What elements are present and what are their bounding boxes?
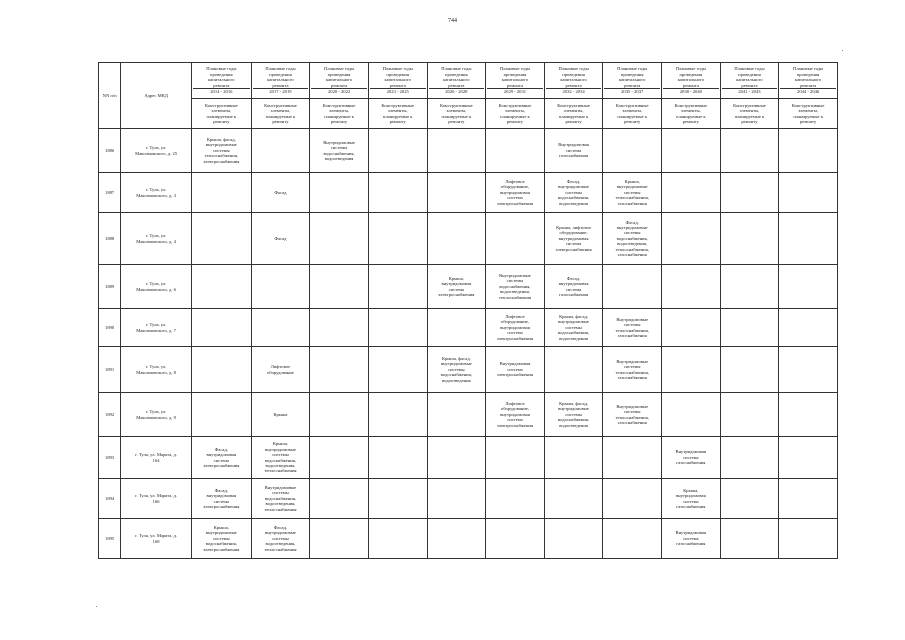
repair-elements-cell [368, 265, 427, 309]
repair-elements-cell [368, 519, 427, 559]
repair-elements-cell [720, 129, 779, 173]
period-years: 2032 - 2034 [546, 88, 602, 94]
repair-elements-cell [779, 265, 838, 309]
repair-elements-cell [603, 265, 662, 309]
repair-elements-cell [486, 213, 545, 265]
repair-elements-cell [662, 309, 721, 347]
col-subheader-elements: Конструктивные элементы, планируемые к ремонту [310, 99, 369, 129]
row-address: г. Тула, ул. Максимовского, д. 9 [121, 393, 192, 437]
repair-elements-cell [603, 519, 662, 559]
repair-elements-cell: Фасад, внутридомовая система газоснабжения [544, 265, 603, 309]
repair-elements-cell [779, 519, 838, 559]
scan-speck [96, 606, 97, 607]
repair-elements-cell [427, 393, 486, 437]
col-header-period [544, 63, 603, 99]
repair-elements-cell: Крыша, внутридомовые системы теплоснабжения, газоснабжения [603, 173, 662, 213]
row-address: г. Тула, ул. Максимовского, д. 6 [121, 265, 192, 309]
repair-elements-cell [720, 309, 779, 347]
repair-elements-cell [427, 173, 486, 213]
repair-elements-cell [368, 393, 427, 437]
repair-elements-cell [192, 393, 252, 437]
repair-elements-cell [662, 173, 721, 213]
repair-elements-cell: Внутридомовые системы теплоснабжения, газоснабжения [603, 347, 662, 393]
period-label: Плановые годы проведения капитального ремонта [206, 66, 237, 88]
repair-elements-cell [779, 309, 838, 347]
repair-elements-cell [603, 479, 662, 519]
period-years: 2014 - 2016 [193, 88, 250, 94]
row-address: г. Тула, ул. Марата, д. 168 [121, 519, 192, 559]
repair-elements-cell: Крыша, фасад, внутридомовые системы водоснабжения, водоотведения [544, 309, 603, 347]
period-years: 2020 - 2022 [311, 88, 367, 94]
table-row [99, 213, 838, 265]
repair-elements-cell [310, 213, 369, 265]
period-label: Плановые годы проведения капитального ремонта [323, 66, 355, 88]
period-label: Плановые годы проведения капитального ремонта [382, 66, 413, 88]
repair-elements-cell: Лифтовое оборудование [251, 347, 310, 393]
repair-elements-cell [720, 393, 779, 437]
row-number: 1892 [99, 393, 121, 437]
col-header-period [603, 63, 662, 99]
repair-elements-cell [486, 519, 545, 559]
repair-elements-cell [251, 309, 310, 347]
period-label: Плановые годы проведения капитального ремонта [793, 66, 824, 88]
repair-elements-cell: Внутридомовые системы водоснабжения, водоотведения, теплоснабжения [251, 479, 310, 519]
period-label: Плановые годы проведения капитального ремонта [558, 66, 589, 88]
repair-elements-cell [427, 129, 486, 173]
period-years: 2035 - 2037 [604, 88, 660, 94]
col-header-address: Адрес МКД [121, 63, 192, 129]
repair-elements-cell [251, 265, 310, 309]
repair-elements-cell [779, 479, 838, 519]
row-number: 1895 [99, 519, 121, 559]
repair-elements-cell [310, 347, 369, 393]
repair-elements-cell [368, 213, 427, 265]
repair-elements-cell: Внутридомовая система газоснабжения [662, 437, 721, 479]
row-address: г. Тула, ул. Максимовского, д. 7 [121, 309, 192, 347]
repair-elements-cell [192, 173, 252, 213]
repair-elements-cell [662, 347, 721, 393]
repair-elements-cell [779, 213, 838, 265]
repair-elements-cell: Фасад, внутридомовые системы водоотведения, теплоснабжения [251, 519, 310, 559]
col-subheader-elements: Конструктивные элементы, планируемые к ремонту [779, 99, 838, 129]
col-header-period [251, 63, 310, 99]
row-number: 1887 [99, 173, 121, 213]
repair-elements-cell: Внутридомовая система электроснабжения [486, 347, 545, 393]
repair-elements-cell [779, 393, 838, 437]
period-label: Плановые годы проведения капитального ремонта [265, 66, 296, 88]
col-header-num: NN п/п [99, 63, 121, 129]
repair-elements-cell [368, 347, 427, 393]
col-subheader-elements: Конструктивные элементы, планируемые к ремонту [720, 99, 779, 129]
repair-elements-cell: Фасад, внутридомовая система электроснабжения [192, 437, 252, 479]
repair-elements-cell: Фасад [251, 213, 310, 265]
col-subheader-elements: Конструктивные элементы, планируемые к ремонту [603, 99, 662, 129]
period-years: 2038 - 2040 [663, 88, 719, 94]
col-header-period [192, 63, 252, 99]
period-years: 2041 - 2043 [722, 88, 778, 94]
row-number: 1893 [99, 437, 121, 479]
col-subheader-elements: Конструктивные элементы, планируемые к ремонту [251, 99, 310, 129]
col-header-period [427, 63, 486, 99]
repair-elements-cell: Фасад, внутридомовая система электроснабжения [192, 479, 252, 519]
repair-elements-cell [544, 519, 603, 559]
repair-elements-cell [310, 519, 369, 559]
col-header-period [310, 63, 369, 99]
repair-elements-cell: Крыша, фасад, внутридомовые системы теплоснабжения, электроснабжения [192, 129, 252, 173]
repair-elements-cell: Внутридомовые системы теплоснабжения, газоснабжения [603, 393, 662, 437]
row-address: г. Тула, ул. Максимовского, д. 4 [121, 213, 192, 265]
row-number: 1890 [99, 309, 121, 347]
row-address: г. Тула, ул. Марата, д. 166 [121, 479, 192, 519]
row-address: г. Тула, ул. Максимовского, д. 25 [121, 129, 192, 173]
repair-elements-cell [427, 437, 486, 479]
repair-elements-cell [486, 437, 545, 479]
repair-elements-cell [662, 129, 721, 173]
repair-schedule-table [98, 62, 838, 559]
table-row [99, 437, 838, 479]
repair-elements-cell [368, 129, 427, 173]
col-header-period [368, 63, 427, 99]
col-subheader-elements: Конструктивные элементы, планируемые к ремонту [368, 99, 427, 129]
repair-elements-cell [720, 265, 779, 309]
row-number: 1888 [99, 213, 121, 265]
table-row [99, 309, 838, 347]
repair-elements-cell [662, 265, 721, 309]
repair-elements-cell: Крыша, фасад, внутридомовые системы водоснабжения, водоотведения [427, 347, 486, 393]
repair-elements-cell [720, 479, 779, 519]
repair-elements-cell [310, 437, 369, 479]
repair-elements-cell: Крыша, внутридомовые системы водоснабжения, водоотведения, теплоснабжения [251, 437, 310, 479]
repair-elements-cell: Лифтовое оборудование, внутридомовая система электроснабжения [486, 173, 545, 213]
table-row [99, 129, 838, 173]
table-row [99, 173, 838, 213]
repair-elements-cell [310, 265, 369, 309]
repair-elements-cell [544, 437, 603, 479]
repair-elements-cell [251, 129, 310, 173]
repair-elements-cell [368, 437, 427, 479]
repair-elements-cell: Крыша, лифтовое оборудование, внутридомовая система электроснабжения [544, 213, 603, 265]
col-header-period [662, 63, 721, 99]
repair-elements-cell [779, 347, 838, 393]
repair-elements-cell [368, 309, 427, 347]
repair-elements-cell: Крыша, внутридомовая система электроснабжения [427, 265, 486, 309]
repair-elements-cell: Лифтовое оборудование, внутридомовая система электроснабжения [486, 309, 545, 347]
row-number: 1889 [99, 265, 121, 309]
repair-elements-cell [192, 347, 252, 393]
repair-elements-cell: Крыша, фасад, внутридомовые системы водоснабжения, водоотведения [544, 393, 603, 437]
repair-elements-cell [720, 347, 779, 393]
col-subheader-elements: Конструктивные элементы, планируемые к ремонту [427, 99, 486, 129]
table-row [99, 347, 838, 393]
repair-elements-cell [310, 309, 369, 347]
period-label: Плановые годы проведения капитального ремонта [441, 66, 472, 88]
page-number: 744 [448, 18, 457, 24]
repair-elements-cell [603, 129, 662, 173]
repair-elements-cell [310, 173, 369, 213]
row-number: 1894 [99, 479, 121, 519]
period-years: 2044 - 2046 [780, 88, 836, 94]
col-subheader-elements: Конструктивные элементы, планируемые к ремонту [486, 99, 545, 129]
table-row [99, 479, 838, 519]
repair-elements-cell [310, 393, 369, 437]
col-header-period [779, 63, 838, 99]
repair-elements-cell [720, 173, 779, 213]
table-row [99, 519, 838, 559]
period-years: 2029 - 2031 [487, 88, 543, 94]
repair-elements-cell: Внутридомовые системы водоснабжения, водоотведения [310, 129, 369, 173]
col-subheader-elements: Конструктивные элементы, планируемые к ремонту [662, 99, 721, 129]
repair-elements-cell [192, 265, 252, 309]
repair-elements-cell: Внутридомовая система газоснабжения [662, 519, 721, 559]
repair-elements-cell: Лифтовое оборудование, внутридомовая система электроснабжения [486, 393, 545, 437]
col-subheader-elements: Конструктивные элементы, планируемые к ремонту [192, 99, 252, 129]
repair-elements-cell [427, 519, 486, 559]
repair-elements-cell: Внутридомовые системы водоснабжения, водоотведения, теплоснабжения [486, 265, 545, 309]
repair-elements-cell [662, 393, 721, 437]
repair-elements-cell: Крыша, внутридомовая система газоснабжения [662, 479, 721, 519]
repair-elements-cell: Фасад [251, 173, 310, 213]
repair-elements-cell [720, 519, 779, 559]
repair-elements-cell [720, 437, 779, 479]
repair-elements-cell [779, 437, 838, 479]
repair-elements-cell [486, 129, 545, 173]
header-row-subheader [99, 99, 838, 129]
period-years: 2023 - 2025 [370, 88, 426, 94]
row-address: г. Тула, ул. Марата, д. 164 [121, 437, 192, 479]
period-label: Плановые годы проведения капитального ремонта [734, 66, 765, 88]
repair-elements-cell: Крыша, внутридомовые системы водоснабжения, электроснабжения [192, 519, 252, 559]
repair-elements-cell [486, 479, 545, 519]
row-number: 1886 [99, 129, 121, 173]
scan-speck [842, 50, 843, 51]
repair-elements-cell [427, 479, 486, 519]
col-header-period [486, 63, 545, 99]
period-years: 2017 - 2019 [253, 88, 309, 94]
repair-elements-cell [368, 479, 427, 519]
row-address: г. Тула, ул. Максимовского, д. 3 [121, 173, 192, 213]
repair-elements-cell [720, 213, 779, 265]
repair-elements-cell: Фасад, внутридомовые системы водоснабжения, водоотведения [544, 173, 603, 213]
repair-elements-cell [779, 129, 838, 173]
table-row [99, 393, 838, 437]
repair-elements-cell [427, 309, 486, 347]
repair-elements-cell [662, 213, 721, 265]
repair-elements-cell [192, 213, 252, 265]
table-body [99, 129, 838, 559]
repair-elements-cell: Внутридомовые системы теплоснабжения, газоснабжения [603, 309, 662, 347]
header-row-years [99, 63, 838, 99]
repair-elements-cell [368, 173, 427, 213]
period-label: Плановые годы проведения капитального ремонта [499, 66, 531, 88]
row-number: 1891 [99, 347, 121, 393]
row-address: г. Тула, ул. Максимовского, д. 8 [121, 347, 192, 393]
repair-elements-cell: Внутридомовая система газоснабжения [544, 129, 603, 173]
col-header-period [720, 63, 779, 99]
period-label: Плановые годы проведения капитального ремонта [675, 66, 706, 88]
repair-elements-cell: Крыша [251, 393, 310, 437]
col-subheader-elements: Конструктивные элементы, планируемые к ремонту [544, 99, 603, 129]
repair-elements-cell [544, 347, 603, 393]
repair-elements-cell [603, 437, 662, 479]
repair-elements-cell [544, 479, 603, 519]
period-label: Плановые годы проведения капитального ремонта [617, 66, 648, 88]
repair-elements-cell [192, 309, 252, 347]
table-row [99, 265, 838, 309]
repair-elements-cell [310, 479, 369, 519]
repair-elements-cell [427, 213, 486, 265]
repair-elements-cell: Фасад, внутридомовые системы водоснабжения, водоотведения, теплоснабжения, газоснабжения [603, 213, 662, 265]
period-years: 2026 - 2028 [429, 88, 485, 94]
repair-elements-cell [779, 173, 838, 213]
